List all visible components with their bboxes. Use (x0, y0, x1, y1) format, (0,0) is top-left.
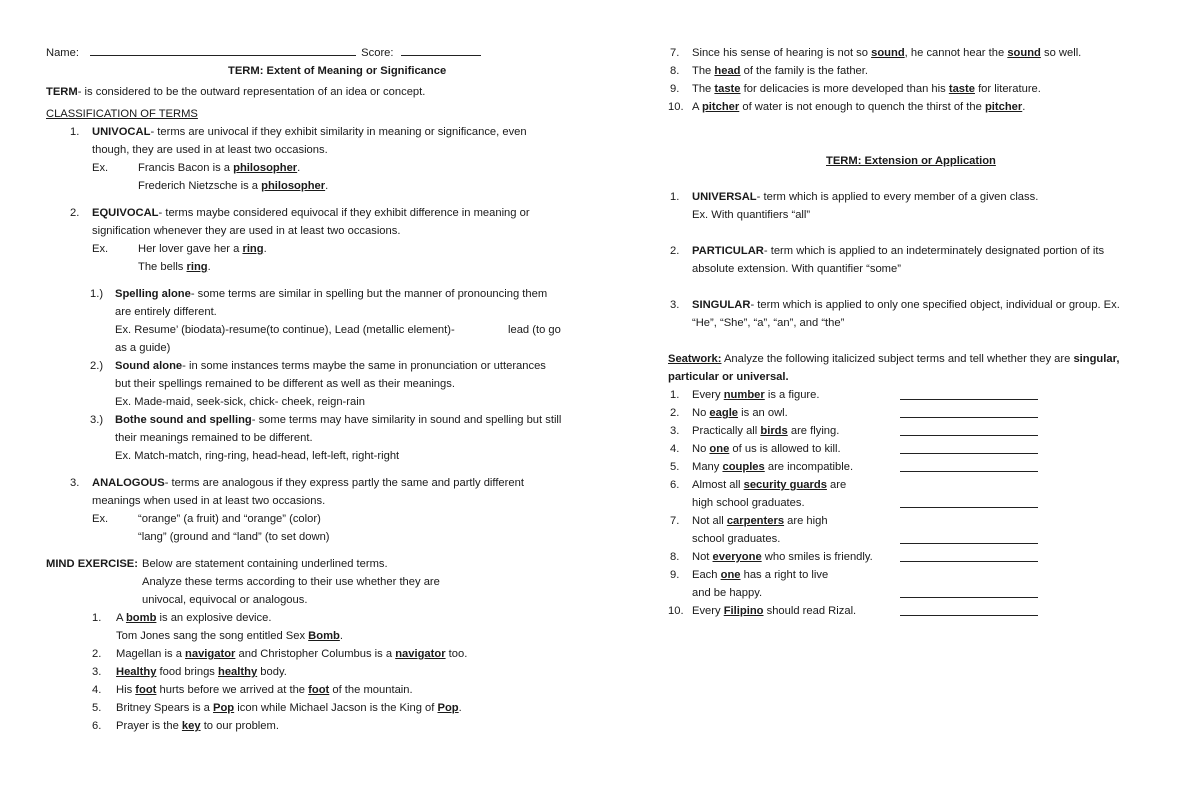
equivocal-term: EQUIVOCAL (92, 207, 159, 219)
singular-item: 3. SINGULAR- term which is applied to only one specified object, individual or group. Ex. (670, 299, 1120, 311)
name-score-line (46, 44, 606, 62)
analogous-def: - terms are analogous if they express partly the same and partly different (164, 477, 524, 489)
list-item: 2. Magellan is a navigator and Christopher Columbus is a navigator too. (92, 648, 468, 660)
seatwork-header: Seatwork: Analyze the following italicized subject terms and tell whether they are singular, (668, 353, 1120, 365)
equivocal-example-2: The bells ring. (138, 261, 211, 273)
equivocal-example-1: Ex. Her lover gave her a ring. (46, 240, 606, 258)
answer-blank[interactable] (900, 597, 1038, 598)
underlined-term: navigator (185, 648, 236, 660)
underlined-term: couples (722, 461, 765, 473)
underlined-term: Healthy (116, 666, 157, 678)
list-item: 4. His foot hurts before we arrived at the foot of the mountain. (92, 684, 413, 696)
underlined-term: foot (308, 684, 330, 696)
equivocal-sub-both: 3.) Bothe sound and spelling- some terms may have similarity in sound and spelling but still (46, 411, 606, 429)
score-label: Score: (361, 47, 394, 59)
list-item: 6. Prayer is the key to our problem. (92, 720, 279, 732)
underlined-term: security guards (743, 479, 827, 491)
sub-number: 1.) (90, 288, 104, 300)
sub-example: Ex. Made-maid, seek-sick, chick- cheek, reign-rain (115, 396, 365, 408)
classification-heading: CLASSIFICATION OF TERMS (46, 108, 198, 120)
equivocal-sub-sound: 2.) Sound alone- in some instances terms maybe the same in pronunciation or utterances (46, 357, 606, 375)
particular-item: 2. PARTICULAR- term which is applied to an indeterminately designated portion of its (670, 245, 1105, 257)
univocal-def: - terms are univocal if they exhibit similarity in meaning or significance, even (150, 126, 527, 138)
particular-term: PARTICULAR (692, 245, 764, 257)
underlined-term: pitcher (701, 101, 740, 113)
mind-instructions: univocal, equivocal or analogous. (142, 594, 308, 606)
list-item: 4. No one of us is allowed to kill. (668, 440, 1158, 458)
sub-number: 3.) (90, 414, 104, 426)
seatwork-header-cont: particular or universal. (668, 371, 789, 383)
answer-blank[interactable] (900, 417, 1038, 418)
underlined-term: birds (760, 425, 788, 437)
sub-example: Ex. Resume’ (biodata)-resume(to continue), Lead (metallic element)- lead (to go (115, 324, 561, 336)
mind-exercise-list-left (46, 609, 606, 735)
underlined-term: key (181, 720, 201, 732)
equivocal-def-cont: signification whenever they are used in at least two occasions. (92, 225, 401, 237)
universal-example: Ex. With quantifiers “all” (692, 209, 811, 221)
list-item: 7. Not all carpenters are high (670, 515, 828, 527)
universal-term: UNIVERSAL (692, 191, 757, 203)
list-item-cont: school graduates. (668, 530, 1158, 548)
underlined-term: philosopher (261, 180, 326, 192)
underlined-term: sound (871, 47, 905, 59)
underlined-term: navigator (395, 648, 446, 660)
answer-blank[interactable] (900, 507, 1038, 508)
answer-blank[interactable] (900, 615, 1038, 616)
sub-text: are entirely different. (115, 306, 217, 318)
sub-text: their meanings remained to be different. (115, 432, 313, 444)
list-item: 8. Not everyone who smiles is friendly. (668, 548, 1158, 566)
underlined-term: philosopher (233, 162, 298, 174)
ex-label: Ex. (92, 162, 109, 174)
mind-exercise-list-right (668, 44, 1158, 116)
univocal-example-1: Ex. Francis Bacon is a philosopher. (46, 159, 606, 177)
ex-label: Ex. (92, 513, 109, 525)
left-column (46, 44, 606, 735)
underlined-term: Pop (213, 702, 235, 714)
answer-blank[interactable] (900, 471, 1038, 472)
analogous-example-2: “lang” (ground and “land” (to set down) (138, 531, 330, 543)
univocal-example-2: Frederich Nietzsche is a philosopher. (138, 180, 329, 192)
sub-text: but their spellings remained to be different as well as their meanings. (115, 378, 455, 390)
list-number: 2. (70, 207, 80, 219)
equivocal-sub-spelling: 1.) Spelling alone- some terms are similar in spelling but the manner of pronouncing them (46, 285, 606, 303)
mind-instructions: Analyze these terms according to their use whether they are (142, 576, 440, 588)
underlined-term: eagle (709, 407, 739, 419)
list-item: Tom Jones sang the song entitled Sex Bomb. (116, 630, 343, 642)
list-item-cont: high school graduates. (668, 494, 1158, 512)
analogous-term: ANALOGOUS (92, 477, 165, 489)
sub-example: Ex. Match-match, ring-ring, head-head, left-left, right-right (115, 450, 400, 462)
list-number: 3. (70, 477, 80, 489)
underlined-term: foot (135, 684, 157, 696)
list-item: 6. Almost all security guards are (670, 479, 847, 491)
underlined-term: Filipino (723, 605, 764, 617)
name-label: Name: (46, 47, 79, 59)
extension-title: TERM: Extension or Application (826, 155, 996, 167)
underlined-term: one (709, 443, 730, 455)
sub-number: 2.) (90, 360, 104, 372)
list-item: 9. The taste for delicacies is more developed than his taste for literature. (670, 83, 1041, 95)
underlined-term: number (723, 389, 765, 401)
term-definition (46, 83, 606, 101)
right-column (668, 44, 1158, 620)
underlined-term: carpenters (726, 515, 785, 527)
list-item: 1. A bomb is an explosive device. (92, 612, 272, 624)
answer-blank[interactable] (900, 561, 1038, 562)
page-title: TERM: Extent of Meaning or Significance (228, 65, 447, 77)
underlined-term: taste (714, 83, 741, 95)
underlined-term: everyone (712, 551, 762, 563)
underlined-term: head (714, 65, 741, 77)
term-word: TERM (46, 86, 78, 98)
univocal-def-cont: though, they are used in at least two occasions. (92, 144, 328, 156)
mind-exercise-label: MIND EXERCISE: (46, 558, 138, 570)
list-item: 3. Healthy food brings healthy body. (92, 666, 287, 678)
underlined-term: taste (948, 83, 975, 95)
equivocal-def: - terms maybe considered equivocal if they exhibit difference in meaning or (158, 207, 530, 219)
analogous-def-cont: meanings when used in at least two occasions. (92, 495, 326, 507)
singular-term: SINGULAR (692, 299, 751, 311)
answer-blank[interactable] (900, 435, 1038, 436)
seatwork-list (668, 386, 1158, 620)
term-def-text: - is considered to be the outward representation of an idea or concept. (77, 86, 426, 98)
underlined-term: ring (186, 261, 208, 273)
underlined-term: ring (242, 243, 264, 255)
answer-blank[interactable] (900, 453, 1038, 454)
seatwork-label: Seatwork: (668, 353, 722, 365)
univocal-item (46, 123, 606, 141)
singular-example: “He”, “She”, “a”, “an”, and “the” (692, 317, 845, 329)
ex-label: Ex. (92, 243, 109, 255)
list-item: 10. A pitcher of water is not enough to quench the thirst of the pitcher. (668, 101, 1026, 113)
universal-item: 1. UNIVERSAL- term which is applied to every member of a given class. (670, 191, 1039, 203)
list-item: 10. Every Filipino should read Rizal. (668, 602, 1158, 620)
underlined-term: pitcher (984, 101, 1023, 113)
list-item-cont: and be happy. (668, 584, 1158, 602)
score-blank[interactable] (401, 44, 481, 56)
list-item: 9. Each one has a right to live (670, 569, 829, 581)
list-item: 3. Practically all birds are flying. (668, 422, 1158, 440)
analogous-item (46, 474, 606, 492)
list-item: 2. No eagle is an owl. (668, 404, 1158, 422)
particular-example: absolute extension. With quantifier “some” (692, 263, 901, 275)
list-item: 8. The head of the family is the father. (670, 65, 868, 77)
answer-blank[interactable] (900, 399, 1038, 400)
underlined-term: Pop (437, 702, 459, 714)
equivocal-item (46, 204, 606, 222)
underlined-term: Bomb (308, 630, 340, 642)
underlined-term: one (720, 569, 741, 581)
univocal-term: UNIVOCAL (92, 126, 151, 138)
analogous-example-1: Ex. “orange” (a fruit) and “orange” (color) (46, 510, 606, 528)
list-item: 5. Britney Spears is a Pop icon while Michael Jacson is the King of Pop. (92, 702, 462, 714)
answer-blank[interactable] (900, 543, 1038, 544)
sub-text: as a guide) (115, 342, 171, 354)
underlined-term: sound (1007, 47, 1041, 59)
list-number: 1. (70, 126, 80, 138)
list-item: 1. Every number is a figure. (668, 386, 1158, 404)
underlined-term: bomb (125, 612, 157, 624)
list-item: 5. Many couples are incompatible. (668, 458, 1158, 476)
list-item: 7. Since his sense of hearing is not so sound, he cannot hear the sound so well. (670, 47, 1082, 59)
name-blank[interactable] (90, 44, 356, 56)
underlined-term: healthy (218, 666, 258, 678)
mind-exercise-header: MIND EXERCISE: Below are statement containing underlined terms. (46, 558, 388, 570)
